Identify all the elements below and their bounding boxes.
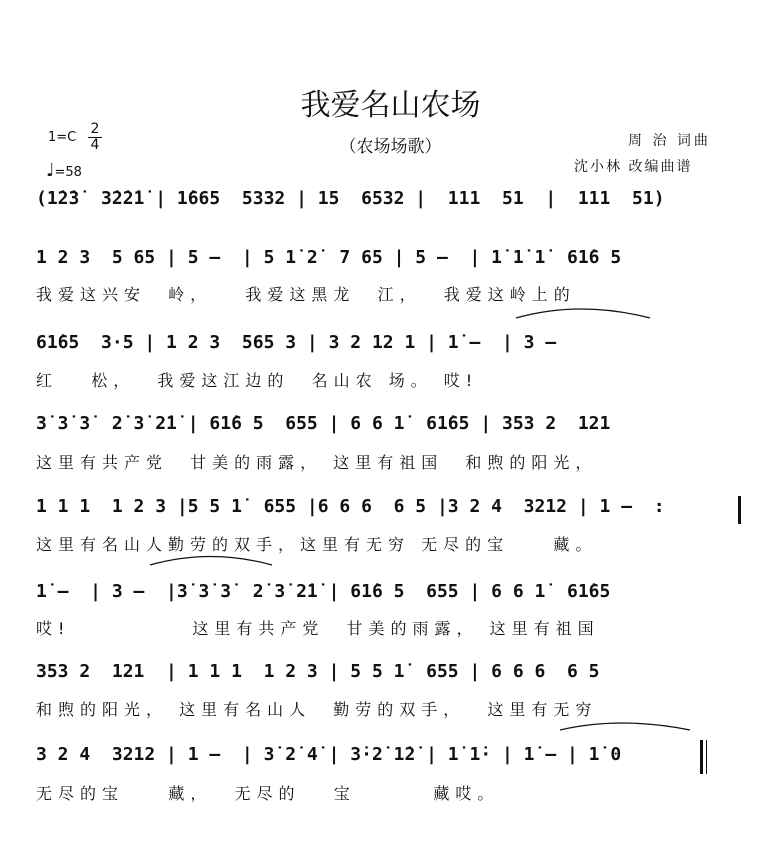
notation-line-4: 3̇ 3̇ 3̇ 2̇ 3̇ 2̇1̇ | 61̇6 5 655 | 6 6 1̇ 61̇65 | 353 2 121 — [36, 413, 611, 434]
final-barline-thin — [706, 740, 707, 774]
lyrics-line-6: 哎! 这里有共产党 甘美的雨露， 这里有祖国 — [36, 619, 600, 638]
quarter-note-icon: ♩ — [46, 160, 55, 181]
arranger-credit: 沈小林 改编曲谱 — [574, 159, 693, 175]
lyricist-credit: 周 治 词曲 — [628, 133, 711, 149]
notation-line-3: 61̇65 3·5 | 1 2 3 565 3 | 3 2 12 1 | 1̇ – | 3 – — [36, 332, 557, 353]
time-signature-bottom: 4 — [88, 137, 102, 153]
lyrics-line-7: 和煦的阳光， 这里有名山人 勤劳的双手， 这里有无穷 — [36, 700, 598, 719]
key-signature: 1=C — [48, 130, 77, 145]
notation-line-1: (1̇2̇3̇ 3̇2̇2̇1̇ | 1̇665 5332 | 15 6532 | 111 51 | 111 51) — [36, 188, 665, 209]
notation-line-7: 353 2 121 | 1 1 1 1 2 3 | 5 5 1̇ 655 | 6 6 6 6 5 — [36, 661, 600, 682]
notation-line-8: 3 2 4 3212 | 1 – | 3̇ 2̇ 4̇ | 3̇·2̇ 1̇2̇ | 1̇ 1̇· | 1̇ – | 1̇ 0 — [36, 744, 622, 765]
lyrics-line-2: 我爱这兴安 岭， 我爱这黑龙 江， 我爱这岭上的 — [36, 285, 576, 304]
notation-line-6: 1̇ – | 3 – |3̇ 3̇ 3̇ 2̇ 3̇ 2̇1̇ | 61̇6 5 655 | 6 6 1̇ 61̇65 — [36, 581, 611, 602]
slur-line-3 — [516, 309, 650, 318]
final-barline — [700, 740, 703, 774]
song-title: 我爱名山农场 — [300, 88, 481, 123]
time-signature-top: 2 — [90, 121, 100, 137]
notation-line-2: 1 2 3 5 65 | 5 – | 5 1̇ 2̇ 7 65 | 5 – | 1̇ 1̇ 1̇ 61̇6 5 — [36, 247, 622, 268]
slur-line-6 — [150, 557, 272, 566]
lyrics-line-8: 无尽的宝 藏， 无尽的 宝 藏哎。 — [36, 784, 500, 803]
repeat-barline — [738, 496, 741, 524]
song-subtitle: （农场场歌） — [339, 137, 442, 157]
lyrics-line-5: 这里有名山人勤劳的双手，这里有无穷 无尽的宝 藏。 — [36, 535, 598, 554]
lyrics-line-3: 红 松， 我爱这江边的 名山农 场。 哎! — [36, 371, 479, 390]
notation-line-5: 1 1 1 1 2 3 |5 5 1̇ 655 |6 6 6 6 5 |3 2 4 3212 | 1 – : — [36, 496, 665, 517]
lyrics-line-4: 这里有共产党 甘美的雨露， 这里有祖国 和煦的阳光， — [36, 453, 598, 472]
slur-line-8 — [560, 723, 690, 730]
tempo-value: =58 — [54, 165, 82, 180]
